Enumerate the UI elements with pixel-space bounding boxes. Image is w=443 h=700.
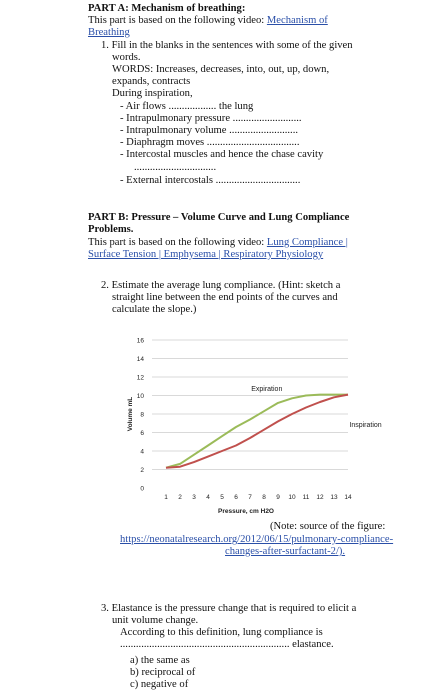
- x-tick-label: 10: [288, 494, 296, 501]
- video-link-breathing[interactable]: Breathing: [88, 27, 130, 38]
- x-tick-label: 13: [330, 494, 338, 501]
- part-b-heading: PART B: Pressure – Volume Curve and Lung Compliance: [88, 212, 350, 223]
- question-2-cont: straight line between the end points of the curves and: [112, 292, 338, 303]
- during-inspiration: During inspiration,: [112, 88, 193, 99]
- figure-source-link[interactable]: https://neonatalresearch.org/2012/06/15/pulmonary-compliance-: [120, 534, 394, 545]
- blank-item: - Intrapulmonary volume ..........................: [120, 125, 299, 136]
- question-1: 1. Fill in the blanks in the sentences with some of the given: [101, 40, 353, 51]
- x-tick-label: 11: [302, 494, 310, 501]
- question-2-cont: calculate the slope.): [112, 304, 197, 315]
- x-tick-label: 2: [178, 494, 182, 501]
- y-tick-label: 4: [140, 448, 144, 456]
- y-tick-label: 10: [136, 393, 144, 400]
- video-link-lung-compliance[interactable]: Lung Compliance |: [266, 237, 348, 248]
- x-tick-label: 1: [164, 494, 168, 501]
- y-tick-label: 8: [140, 411, 144, 419]
- part-a-intro: [88, 15, 328, 27]
- y-tick-label: 6: [140, 430, 144, 437]
- question-3: 3. Elastance is the pressure change that is required to elicit a: [101, 603, 357, 614]
- words-line-2: expands, contracts: [112, 76, 191, 87]
- option-c: c) negative of: [130, 679, 189, 690]
- y-tick-label: 14: [136, 356, 144, 363]
- option-b: b) reciprocal of: [130, 667, 196, 678]
- question-3-blank: ................................................................ elastance.: [120, 639, 334, 650]
- series-line-inspiration: [166, 395, 348, 468]
- blank-item: ...............................: [134, 162, 217, 173]
- x-tick-label: 3: [192, 494, 196, 501]
- question-3-cont: unit volume change.: [112, 615, 199, 626]
- blank-item: - Air flows .................. the lung: [120, 101, 254, 112]
- series-line-expiration: [166, 395, 348, 468]
- part-b-intro-text: This part is based on the following video:: [88, 237, 267, 248]
- part-a-heading: PART A: Mechanism of breathing:: [88, 3, 246, 14]
- x-tick-label: 9: [276, 494, 280, 501]
- question-1-cont: words.: [112, 52, 141, 63]
- y-tick-label: 2: [140, 467, 144, 474]
- x-tick-label: 8: [262, 494, 266, 501]
- y-tick-label: 0: [140, 485, 144, 493]
- blank-item: - Diaphragm moves ...................................: [120, 137, 300, 148]
- pressure-volume-chart: [120, 328, 382, 518]
- series-annotation: Inspiration: [349, 421, 382, 429]
- words-line-1: WORDS: Increases, decreases, into, out, up, down,: [112, 64, 330, 75]
- part-b-heading-cont: Problems.: [88, 224, 134, 235]
- figure-note: (Note: source of the figure:: [270, 521, 386, 532]
- x-tick-label: 7: [248, 494, 252, 501]
- blank-item: - External intercostals ................................: [120, 175, 301, 186]
- series-annotation: Expiration: [251, 385, 283, 393]
- x-tick-label: 12: [316, 494, 324, 501]
- option-a: a) the same as: [130, 655, 190, 666]
- video-link-surface-tension[interactable]: Surface Tension | Emphysema | Respiratory Physiology: [88, 249, 324, 260]
- video-link-mechanism[interactable]: Mechanism of: [266, 15, 328, 26]
- y-tick-label: 16: [136, 337, 144, 345]
- x-tick-label: 5: [220, 494, 224, 501]
- x-axis-label: Pressure, cm H2O: [217, 508, 275, 515]
- question-3-definition: According to this definition, lung compliance is: [120, 627, 323, 638]
- x-tick-label: 14: [344, 494, 352, 501]
- y-axis-label: Volume mL: [127, 396, 134, 432]
- part-b-intro: [88, 237, 348, 249]
- question-2: 2. Estimate the average lung compliance. (Hint: sketch a: [101, 280, 341, 291]
- blank-item: - Intercostal muscles and hence the chase cavity: [120, 149, 324, 160]
- x-tick-label: 4: [206, 494, 210, 501]
- part-a-intro-text: This part is based on the following video:: [88, 15, 267, 26]
- y-tick-label: 12: [136, 374, 144, 382]
- x-tick-label: 6: [234, 494, 238, 501]
- figure-source-link-cont[interactable]: changes-after-surfactant-2/).: [225, 546, 346, 557]
- blank-item: - Intrapulmonary pressure ..........................: [120, 113, 302, 124]
